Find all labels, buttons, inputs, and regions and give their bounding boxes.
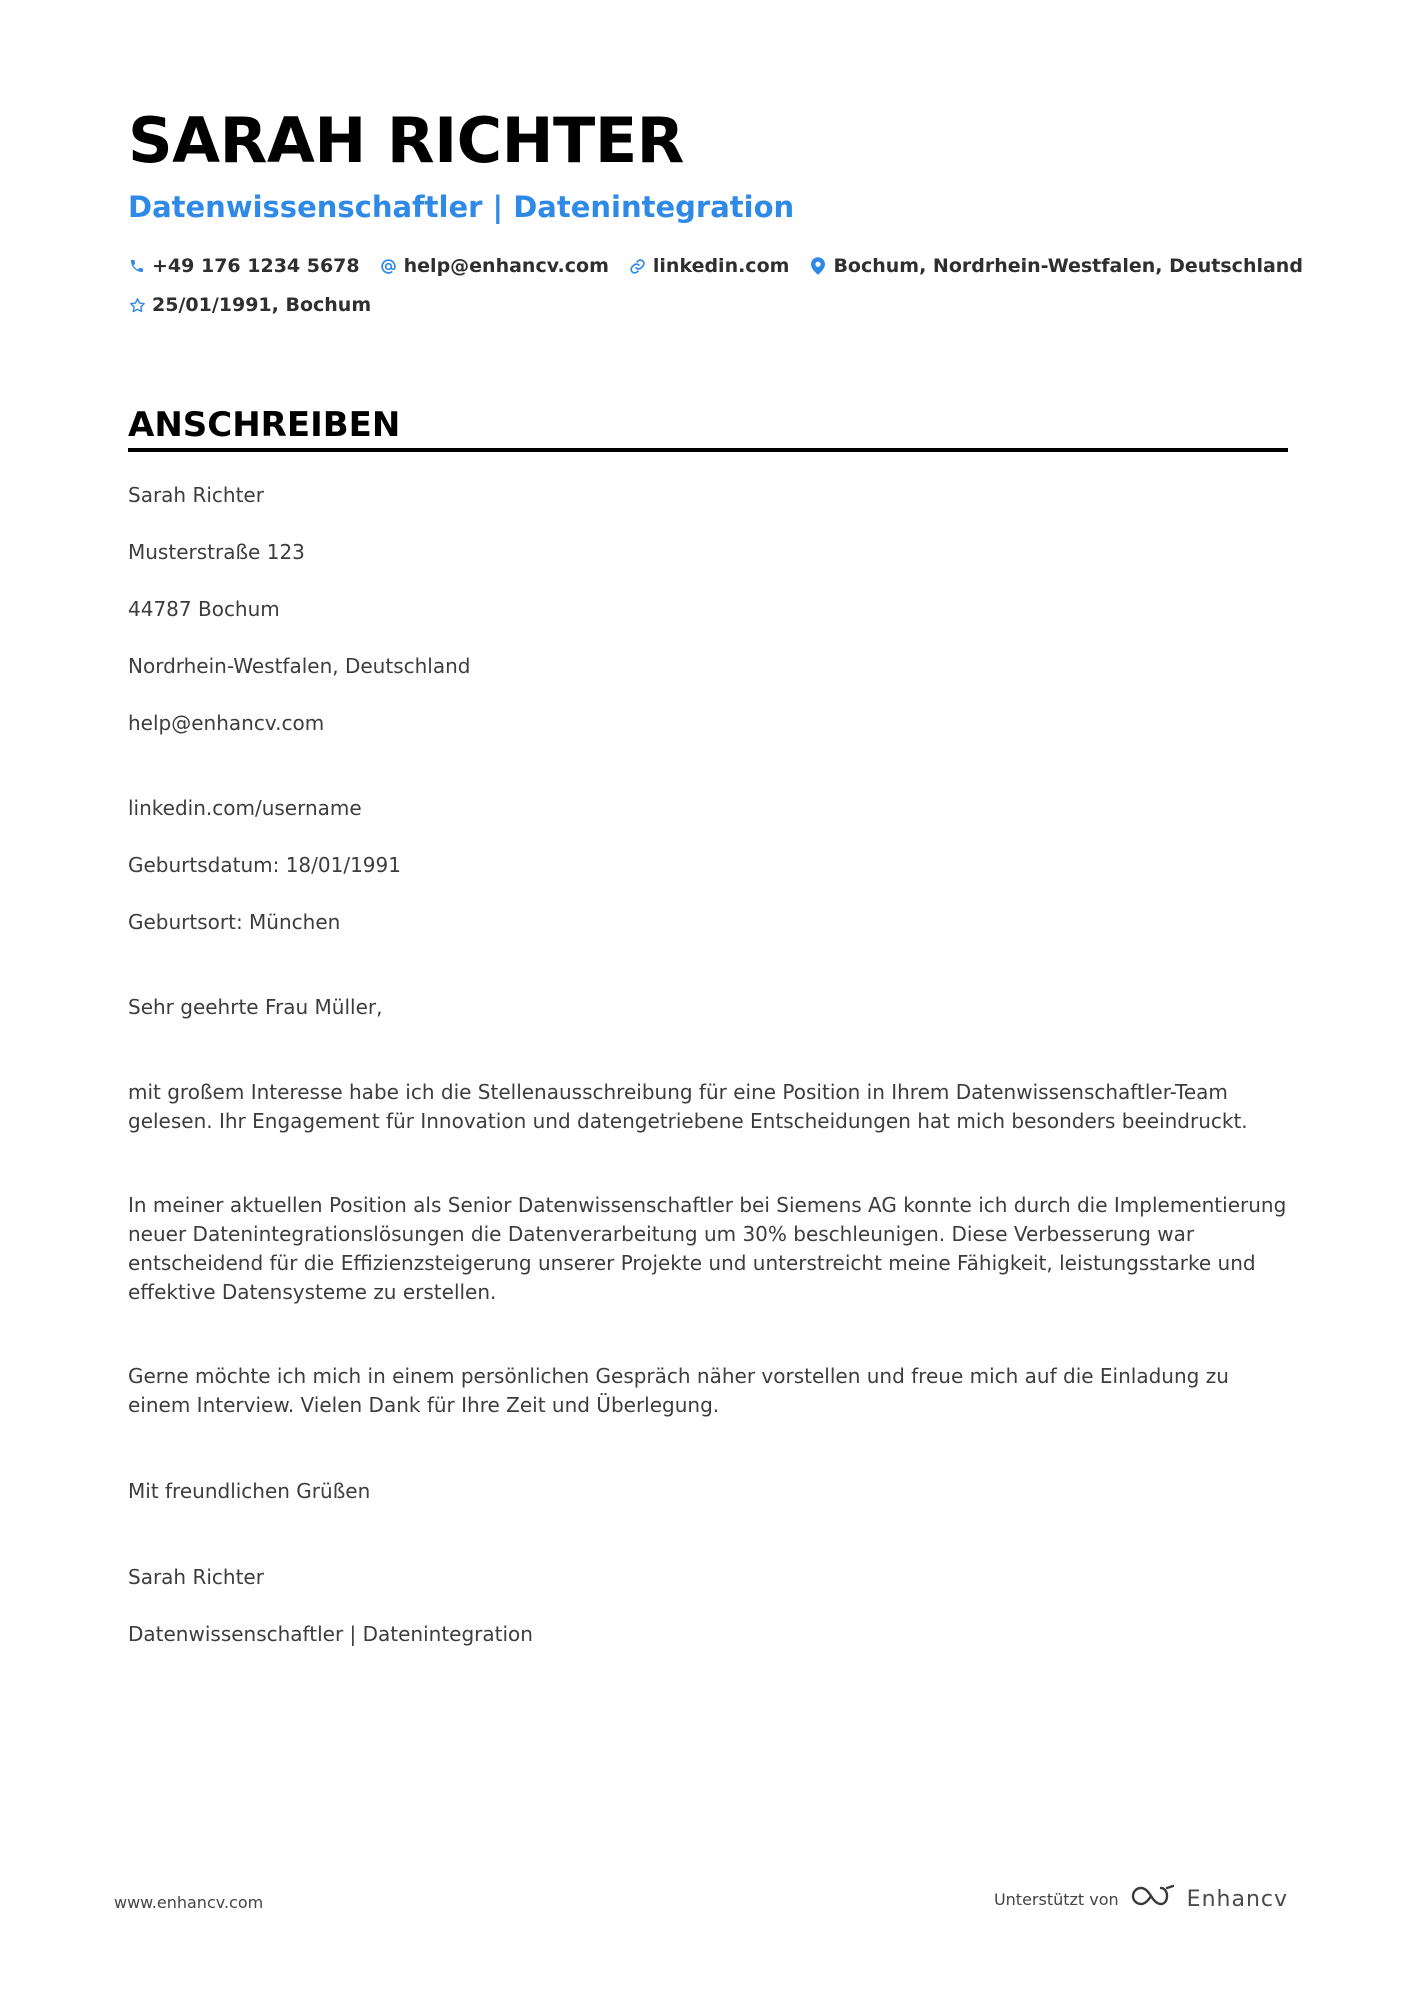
body-paragraph-3: Gerne möchte ich mich in einem persönlichen Gespräch näher vorstellen und freue mich auf die Einladung zu einem Interview. Vielen Dank für Ihre Zeit und Überlegung. — [128, 1364, 1229, 1417]
body-paragraph-1: mit großem Interesse habe ich die Stellenausschreibung für eine Position in Ihrem Datenwissenschaftler-Team gelesen. Ihr Engagement für Innovation und datengetriebene Entscheidungen hat mich besonders beeindruckt. — [128, 1080, 1248, 1133]
sender-name: Sarah Richter — [128, 483, 264, 507]
contact-location-text: Bochum, Nordrhein-Westfalen, Deutschland — [833, 255, 1303, 277]
sender-linkedin[interactable]: linkedin.com/username — [128, 796, 362, 820]
at-icon — [380, 256, 398, 276]
brand-name: Enhancv — [1186, 1886, 1288, 1912]
link-icon — [629, 256, 647, 276]
footer-branding — [994, 1884, 1288, 1914]
candidate-title: Datenwissenschaftler | Datenintegration — [128, 190, 795, 224]
footer-website[interactable]: www.enhancv.com — [114, 1893, 264, 1912]
contact-row-primary — [128, 255, 1303, 277]
salutation: Sehr geehrte Frau Müller, — [128, 995, 383, 1019]
sender-region: Nordrhein-Westfalen, Deutschland — [128, 654, 471, 678]
sender-city: 44787 Bochum — [128, 597, 280, 621]
contact-location — [809, 255, 1303, 277]
powered-by-label: Unterstützt von — [993, 1889, 1119, 1909]
contact-email[interactable] — [380, 255, 609, 277]
signature-title: Datenwissenschaftler | Datenintegration — [128, 1622, 533, 1646]
contact-linkedin[interactable] — [629, 255, 790, 277]
phone-icon — [128, 256, 146, 276]
brand-logo[interactable] — [1131, 1884, 1288, 1914]
star-icon — [128, 295, 146, 315]
sender-email[interactable]: help@enhancv.com — [128, 711, 325, 735]
contact-phone-text: +49 176 1234 5678 — [152, 255, 360, 277]
contact-birth — [128, 294, 371, 316]
section-title: ANSCHREIBEN — [128, 405, 401, 445]
contact-linkedin-text[interactable]: linkedin.com — [652, 255, 790, 277]
sender-street: Musterstraße 123 — [128, 540, 305, 564]
contact-birth-text: 25/01/1991, Bochum — [152, 294, 372, 316]
body-paragraph-2: In meiner aktuellen Position als Senior Datenwissenschaftler bei Siemens AG konnte ich durch die Implementierung neuer Datenintegrationslösungen die Datenverarbeitung um 30% beschleunigen. Diese Verbesserung war entscheidend für die Effizienzsteigerung unserer Projekte und unterstreicht meine Fähigkeit, leistungsstarke und effektive Datensysteme zu erstellen. — [128, 1193, 1287, 1304]
location-icon — [809, 256, 827, 276]
contact-row-secondary — [128, 294, 371, 316]
enhancv-logo-icon — [1131, 1884, 1177, 1914]
candidate-name: SARAH RICHTER — [128, 104, 684, 177]
signature-name: Sarah Richter — [128, 1565, 264, 1589]
sender-birthplace: Geburtsort: München — [128, 910, 341, 934]
contact-email-text[interactable]: help@enhancv.com — [403, 255, 609, 277]
section-divider — [128, 448, 1288, 452]
sender-birthdate: Geburtsdatum: 18/01/1991 — [128, 853, 401, 877]
contact-phone — [128, 255, 360, 277]
closing: Mit freundlichen Grüßen — [128, 1479, 371, 1503]
